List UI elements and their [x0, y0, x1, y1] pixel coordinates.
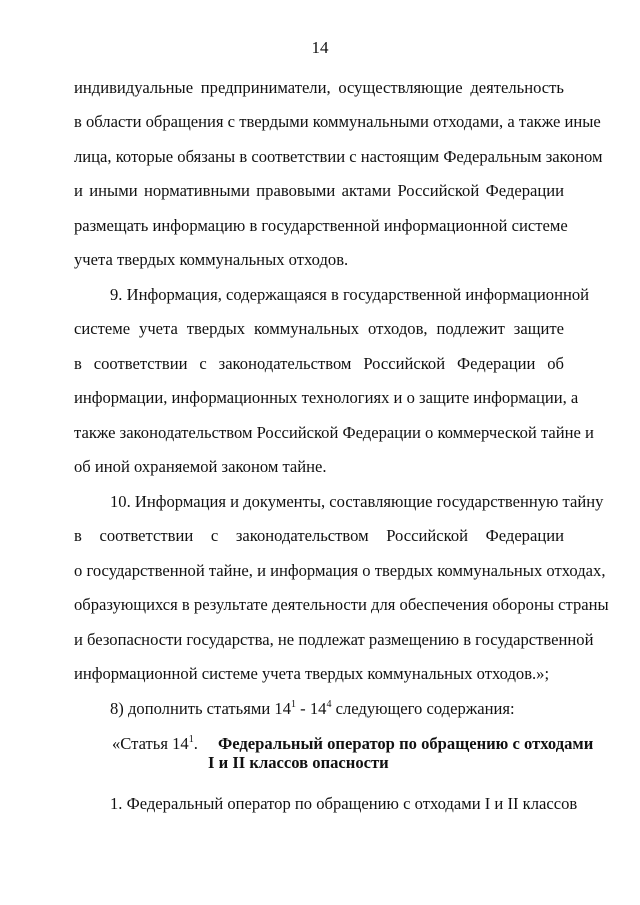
- paragraph-line: 10. Информация и документы, составляющие государственную тайну: [110, 492, 604, 511]
- item-8-suffix: следующего содержания:: [331, 699, 515, 718]
- paragraph-line: системе учета твердых коммунальных отходов, подлежит защите: [74, 319, 564, 338]
- item-8-prefix: 8) дополнить статьями 14: [110, 699, 292, 718]
- paragraph-line: также законодательством Российской Федерации о коммерческой тайне и: [74, 423, 594, 442]
- paragraph-line: информационной системе учета твердых коммунальных отходов.»;: [74, 664, 550, 683]
- article-prefix: «Статья 14: [112, 734, 189, 753]
- paragraph-line: 1. Федеральный оператор по обращению с отходами I и II классов: [110, 794, 578, 813]
- paragraph-line: в соответствии с законодательством Российской Федерации: [74, 526, 564, 545]
- paragraph-line: и иными нормативными правовыми актами Российской Федерации: [74, 181, 564, 200]
- paragraph-line: лица, которые обязаны в соответствии с настоящим Федеральным законом: [74, 147, 603, 166]
- paragraph-line: об иной охраняемой законом тайне.: [74, 457, 327, 476]
- paragraph-line: и безопасности государства, не подлежат размещению в государственной: [74, 630, 594, 649]
- paragraph-line: размещать информацию в государственной информационной системе: [74, 216, 568, 235]
- paragraph-line: в соответствии с законодательством Российской Федерации об: [74, 354, 564, 373]
- paragraph-line: о государственной тайне, и информация о твердых коммунальных отходах,: [74, 561, 606, 580]
- paragraph-line: в области обращения с твердыми коммунальными отходами, а также иные: [74, 112, 601, 131]
- article-sup: 1: [188, 734, 194, 745]
- item-8-line: [110, 699, 564, 719]
- item-8-sup-1: 1: [291, 699, 297, 710]
- article-title-line-2: I и II классов опасности: [208, 753, 389, 772]
- paragraph-line: информации, информационных технологиях и о защите информации, а: [74, 388, 579, 407]
- article-label: [112, 734, 198, 754]
- paragraph-line: 9. Информация, содержащаяся в государственной информационной: [110, 285, 590, 304]
- article-dot: .: [193, 734, 198, 753]
- paragraph-line: образующихся в результате деятельности для обеспечения обороны страны: [74, 595, 609, 614]
- article-title-line-1: Федеральный оператор по обращению с отходами: [218, 734, 594, 753]
- paragraph-line: индивидуальные предприниматели, осуществляющие деятельность: [74, 78, 564, 97]
- paragraph-line: учета твердых коммунальных отходов.: [74, 250, 349, 269]
- page-number: 14: [311, 38, 329, 57]
- item-8-sup-2: 4: [326, 699, 332, 710]
- item-8-middle: - 14: [296, 699, 327, 718]
